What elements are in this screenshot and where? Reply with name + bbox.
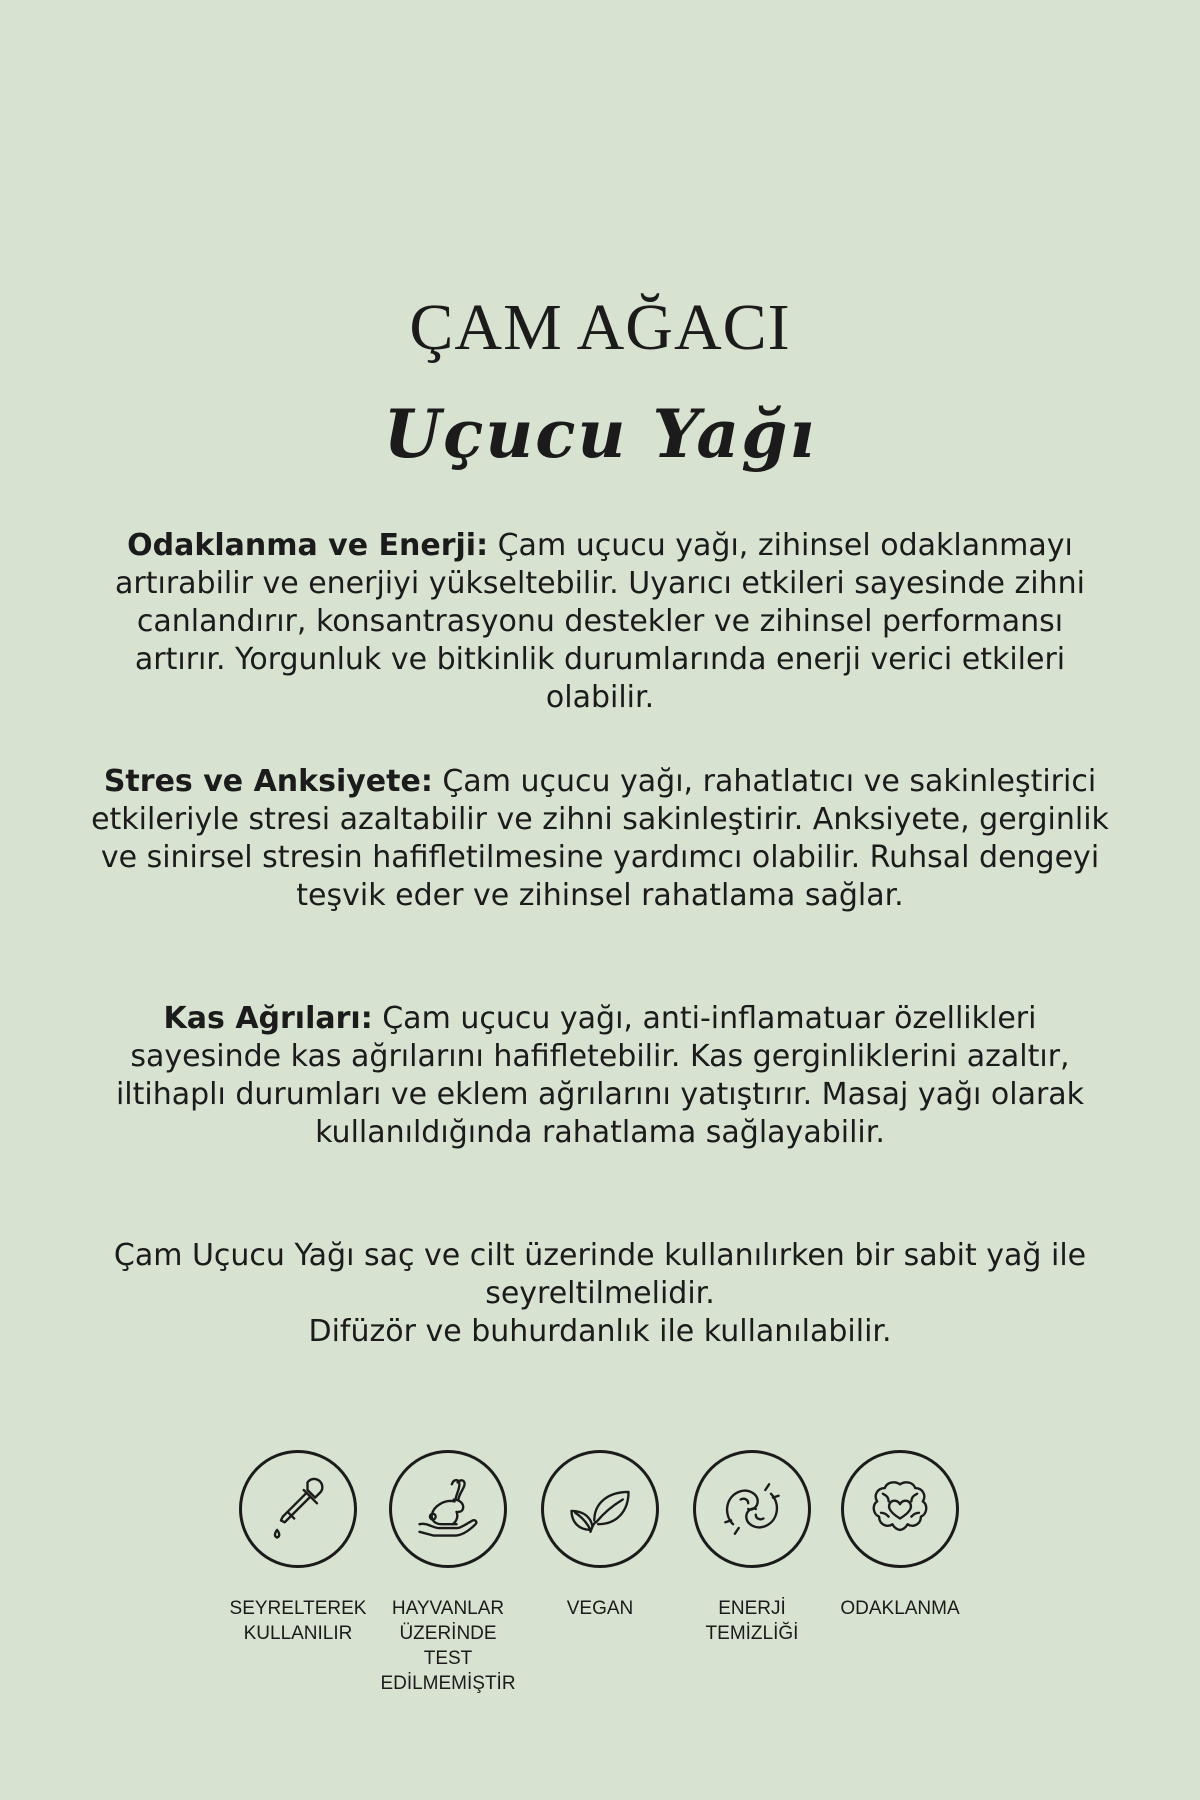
benefit-section-stress: [90, 763, 1110, 915]
dropper-icon: [260, 1471, 336, 1547]
page-subtitle: Uçucu Yağı: [383, 395, 817, 473]
badge-label: SEYRELTEREK KULLANILIR: [229, 1598, 367, 1644]
section-text: Çam uçucu yağı, anti-inflamatuar özellikleri sayesinde kas ağrılarını hafifletebilir. Kas gerginliklerini azaltır, iltihaplı durumları ve eklem ağrılarını yatıştırır. Masaj yağı olarak kullanıldığında rahatlama sağlayabilir.: [115, 1001, 1085, 1150]
benefit-section-muscle: [90, 1000, 1110, 1152]
usage-line-dilution: Çam Uçucu Yağı saç ve cilt üzerinde kullanılırken bir sabit yağ ile seyreltilmelidir.: [113, 1238, 1087, 1311]
rabbit-hand-icon: [410, 1471, 486, 1547]
badge-label: VEGAN: [566, 1598, 634, 1619]
badge-vegan: [525, 1450, 675, 1621]
badge-cruelty-free: [373, 1450, 523, 1696]
badge-row: [0, 1450, 1200, 1694]
benefit-section-focus: [90, 527, 1110, 717]
section-heading: Odaklanma ve Enerji:: [127, 528, 489, 563]
badge-circle: [693, 1450, 811, 1568]
badge-label: ENERJİ TEMİZLİĞİ: [705, 1598, 799, 1644]
section-heading: Kas Ağrıları:: [163, 1001, 373, 1036]
badge-dilute: [223, 1450, 373, 1646]
badge-circle: [841, 1450, 959, 1568]
badge-circle: [541, 1450, 659, 1568]
badge-focus: [825, 1450, 975, 1621]
leaf-icon: [562, 1471, 638, 1547]
badge-circle: [389, 1450, 507, 1568]
badge-label: ODAKLANMA: [840, 1598, 960, 1619]
brain-heart-icon: [862, 1471, 938, 1547]
energy-swirl-icon: [714, 1471, 790, 1547]
section-heading: Stres ve Anksiyete:: [103, 764, 433, 799]
usage-note: [90, 1237, 1110, 1351]
section-text: Çam uçucu yağı, rahatlatıcı ve sakinleştirici etkileriyle stresi azaltabilir ve zihni sakinleştirir. Anksiyete, gerginlik ve sinirsel stresin hafifletilmesine yardımcı olabilir. Ruhsal dengeyi teşvik eder ve zihinsel rahatlama sağlar.: [91, 764, 1109, 913]
usage-line-diffuser: Difüzör ve buhurdanlık ile kullanılabilir.: [308, 1314, 892, 1349]
badge-energy-cleansing: [677, 1450, 827, 1646]
page-title: ÇAM AĞACI: [409, 291, 791, 364]
badge-circle: [239, 1450, 357, 1568]
section-text: Çam uçucu yağı, zihinsel odaklanmayı artırabilir ve enerjiyi yükseltebilir. Uyarıcı etkileri sayesinde zihni canlandırır, konsantrasyonu destekler ve zihinsel performansı artırır. Yorgunluk ve bitkinlik durumlarında enerji verici etkileri olabilir.: [115, 528, 1085, 715]
badge-label: HAYVANLAR ÜZERİNDE TEST EDİLMEMİŞTİR: [380, 1598, 516, 1694]
